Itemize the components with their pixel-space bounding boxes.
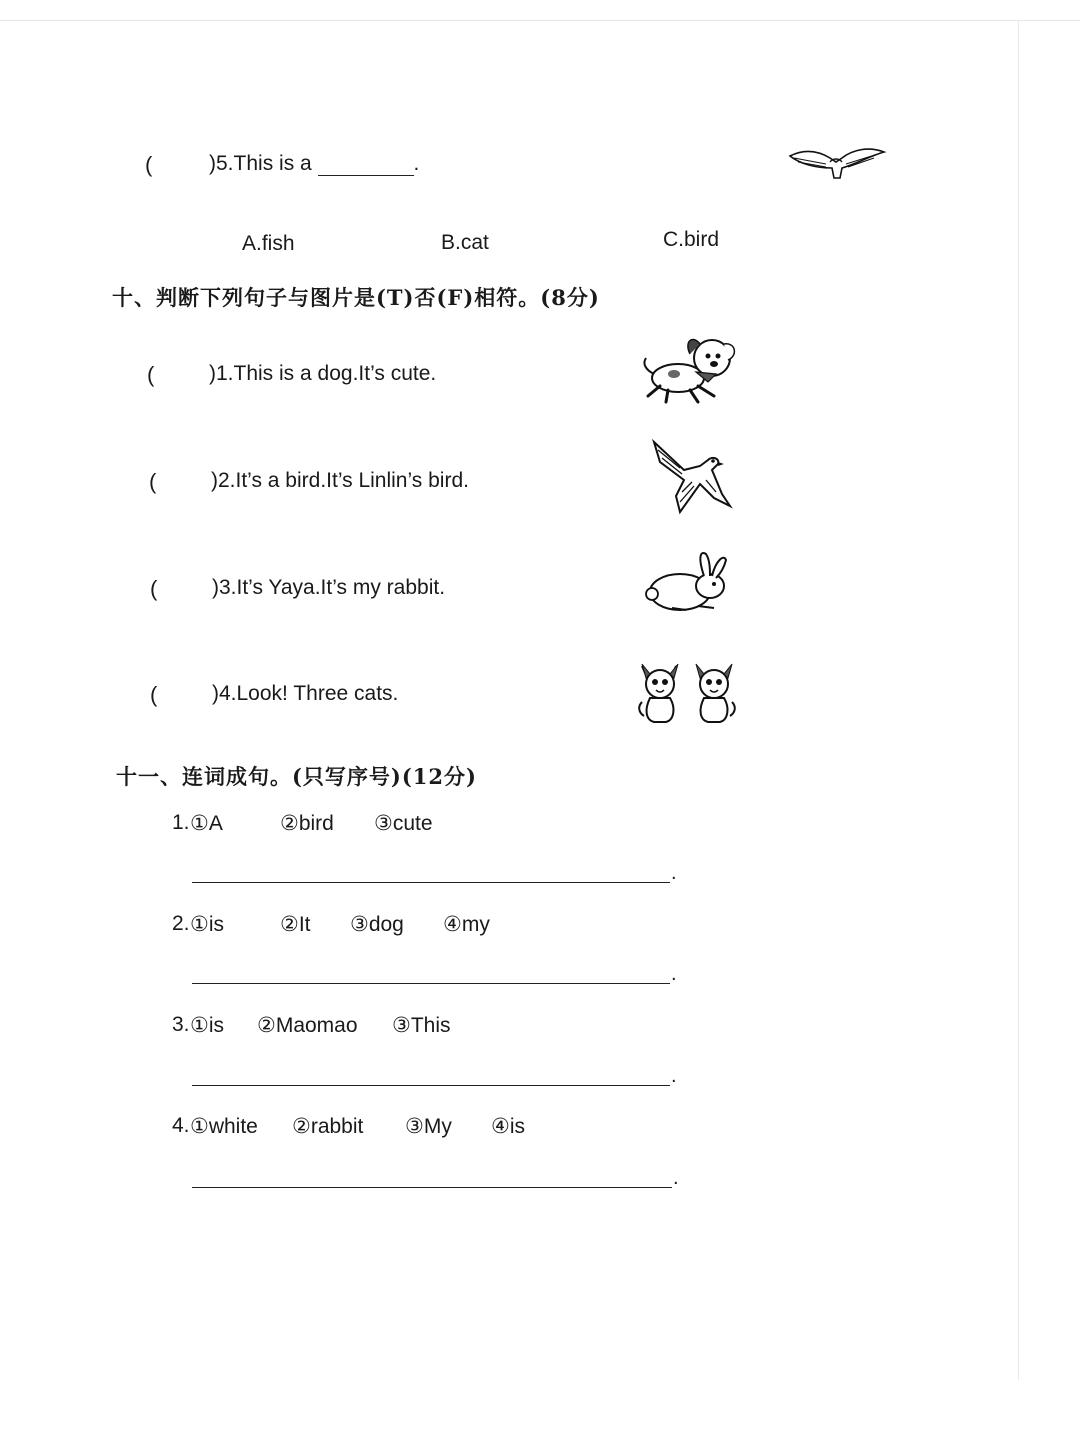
word-chip: ③This <box>392 1014 451 1037</box>
fill-blank[interactable] <box>318 157 414 176</box>
reorder-item-4-number: 4. <box>172 1114 190 1137</box>
answer-line[interactable] <box>192 882 670 883</box>
section-10-title: 十、判断下列句子与图片是(T)否(F)相符。(8分) <box>112 285 600 310</box>
line-end-dot: . <box>671 963 677 985</box>
option-b[interactable]: B.cat <box>441 231 489 254</box>
word-chip: ③cute <box>374 812 433 835</box>
question-5 <box>209 152 419 176</box>
question-5-end: . <box>413 152 420 175</box>
word-chip: ④is <box>491 1115 525 1138</box>
rabbit-picture <box>642 548 732 618</box>
question-5-text: This is a <box>233 152 312 175</box>
question-5-number: 5. <box>216 152 234 175</box>
word-chip: ③My <box>405 1115 452 1138</box>
statement-3: )3.It’s Yaya.It’s my rabbit. <box>212 576 446 599</box>
statement-4: )4.Look! Three cats. <box>212 682 399 705</box>
cats-picture <box>636 660 740 728</box>
option-c[interactable]: C.bird <box>663 228 720 251</box>
word-chip: ②bird <box>280 812 334 835</box>
reorder-item-2-number: 2. <box>172 912 190 935</box>
word-chip: ①white <box>190 1115 258 1138</box>
dog-picture <box>638 330 742 410</box>
word-chip: ①is <box>190 1014 224 1037</box>
option-a[interactable]: A.fish <box>242 232 295 255</box>
question-5-closing: ) <box>209 152 216 175</box>
reorder-item-3-number: 3. <box>172 1013 190 1036</box>
flying-bird-picture <box>786 140 886 182</box>
line-end-dot: . <box>671 1065 677 1087</box>
word-chip: ②Maomao <box>257 1014 358 1037</box>
answer-line[interactable] <box>192 1085 670 1086</box>
bird-picture <box>650 436 734 516</box>
answer-line[interactable] <box>192 983 670 984</box>
reorder-item-1-number: 1. <box>172 811 190 834</box>
section-11-title: 十一、连词成句。(只写序号)(12分) <box>116 764 477 789</box>
statement-1: )1.This is a dog.It’s cute. <box>209 362 437 385</box>
word-chip: ①is <box>190 913 224 936</box>
answer-bracket[interactable]: ( <box>145 152 153 177</box>
line-end-dot: . <box>673 1167 679 1189</box>
answer-line[interactable] <box>192 1187 672 1188</box>
word-chip: ①A <box>190 812 223 835</box>
answer-bracket[interactable]: ( <box>149 469 157 494</box>
word-chip: ④my <box>443 913 490 936</box>
answer-bracket[interactable]: ( <box>147 362 155 387</box>
word-chip: ②It <box>280 913 311 936</box>
answer-bracket[interactable]: ( <box>150 576 158 601</box>
statement-2: )2.It’s a bird.It’s Linlin’s bird. <box>211 469 469 492</box>
page-right-edge <box>1018 20 1019 1380</box>
line-end-dot: . <box>671 862 677 884</box>
word-chip: ③dog <box>350 913 404 936</box>
answer-bracket[interactable]: ( <box>150 682 158 707</box>
word-chip: ②rabbit <box>292 1115 364 1138</box>
page-top-edge <box>0 20 1080 21</box>
